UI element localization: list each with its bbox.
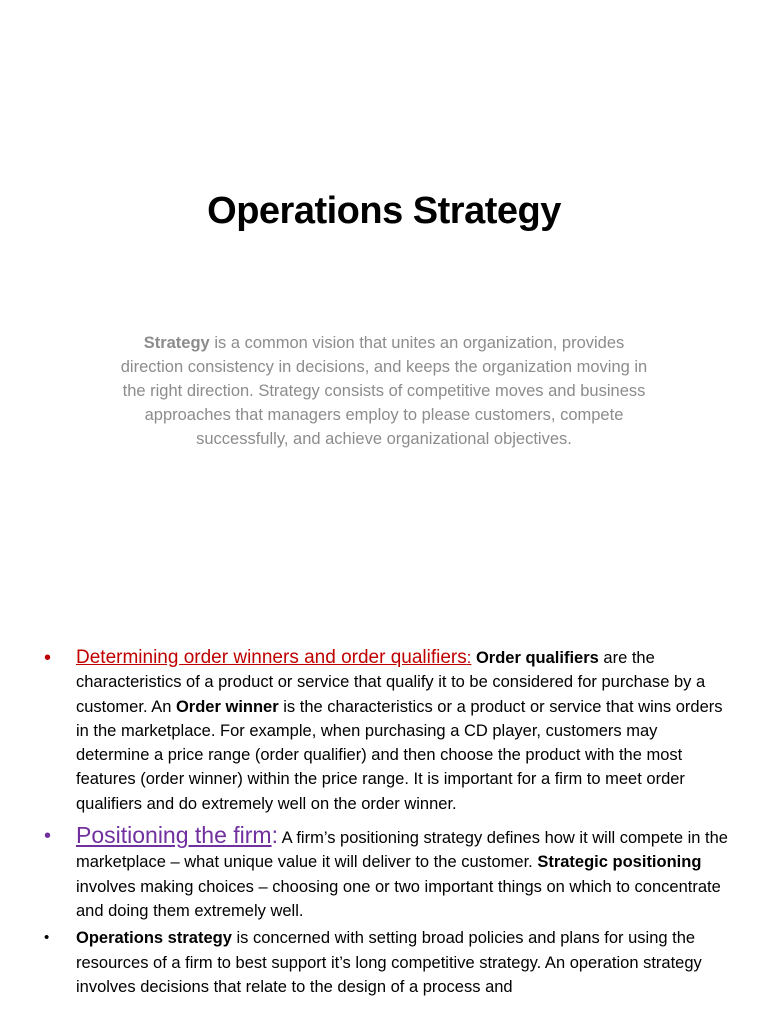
bullet-heading-positioning: Positioning the firm (76, 822, 272, 849)
bullet-bold-term: Order winner (175, 697, 279, 716)
bullet-bold-term: Operations strategy (76, 929, 232, 948)
bullet-operations-strategy (0, 926, 768, 999)
bullet-colon: : (271, 822, 278, 849)
bullet-text: is concerned with setting broad policies and plans for using the resources of a firm to best support it’s long competitive strategy. An operation strategy involves decisions that relate to the design of a process and (76, 929, 702, 996)
bullet-list (0, 646, 768, 999)
bullet-positioning (0, 823, 768, 923)
subtitle-bold-term: Strategy (143, 334, 210, 352)
bullet-text: are the characteristics of a product or service that qualify it to be considered for purchase by a customer. An (76, 649, 706, 716)
bullet-dot-icon: • (44, 929, 50, 947)
bullet-bold-term: Strategic positioning (537, 853, 702, 872)
bullet-dot-icon: • (44, 647, 52, 669)
bullet-heading-order-winners: Determining order winners and order qualifiers (76, 647, 467, 668)
bullet-bold-term: Order qualifiers (475, 649, 599, 667)
bullet-text: A firm’s positioning strategy defines how it will compete in the marketplace – what unique value it will deliver to the customer. (76, 829, 728, 872)
slide-subtitle (120, 331, 648, 451)
bullet-text: involves making choices – choosing one or two important things on which to concentrate and doing them extremely well. (76, 877, 721, 920)
slide-title: Operations Strategy (207, 190, 561, 232)
subtitle-text: is a common vision that unites an organization, provides direction consistency in decisions, and keeps the organization moving in the right direction. Strategy consists of competitive moves and business approaches that managers employ to please customers, compete successfully, and achieve organizational objectives. (120, 334, 648, 448)
bullet-dot-icon: • (44, 825, 52, 848)
bullet-text: is the characteristics or a product or service that wins orders in the marketplace. For example, when purchasing a CD player, customers may determine a price range (order qualifier) and then choose the product with the most features (order winner) within the price range. It is important for a firm to meet order qualifiers and do extremely well on the order winner. (76, 697, 723, 813)
bullet-order-winners (0, 646, 768, 816)
bullet-colon: : (466, 649, 472, 667)
